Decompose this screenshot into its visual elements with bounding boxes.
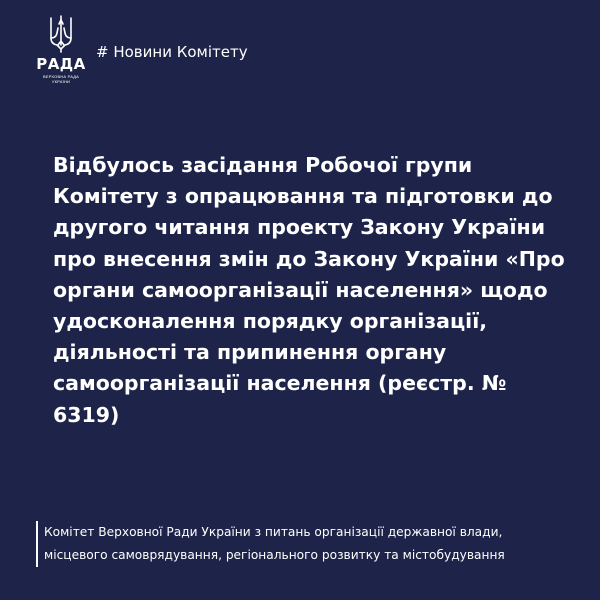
logo-subtitle-line1: ВЕРХОВНА РАДА bbox=[43, 74, 79, 79]
category-hashtag: # Новини Комітету bbox=[96, 43, 248, 61]
trident-icon bbox=[48, 14, 74, 54]
footer-line-1: Комітет Верховної Ради України з питань організації державної влади, bbox=[44, 525, 503, 539]
rada-logo bbox=[30, 14, 92, 84]
logo-word: РАДА bbox=[36, 55, 86, 73]
footer-line-2: місцевого самоврядування, регіонального розвитку та містобудування bbox=[44, 548, 505, 562]
news-headline: Відбулось засідання Робочої групи Комітету з опрацювання та підготовки до другого читання проекту Закону України про внесення змін до Закону України «Про органи самоорганізації населення» щодо удосконалення порядку організації, діяльності та припинення органу самоорганізації населення (реєстр. № 6319) bbox=[53, 153, 565, 427]
logo-subtitle-line2: УКРАЇНИ bbox=[51, 79, 71, 84]
committee-footer bbox=[36, 521, 596, 567]
